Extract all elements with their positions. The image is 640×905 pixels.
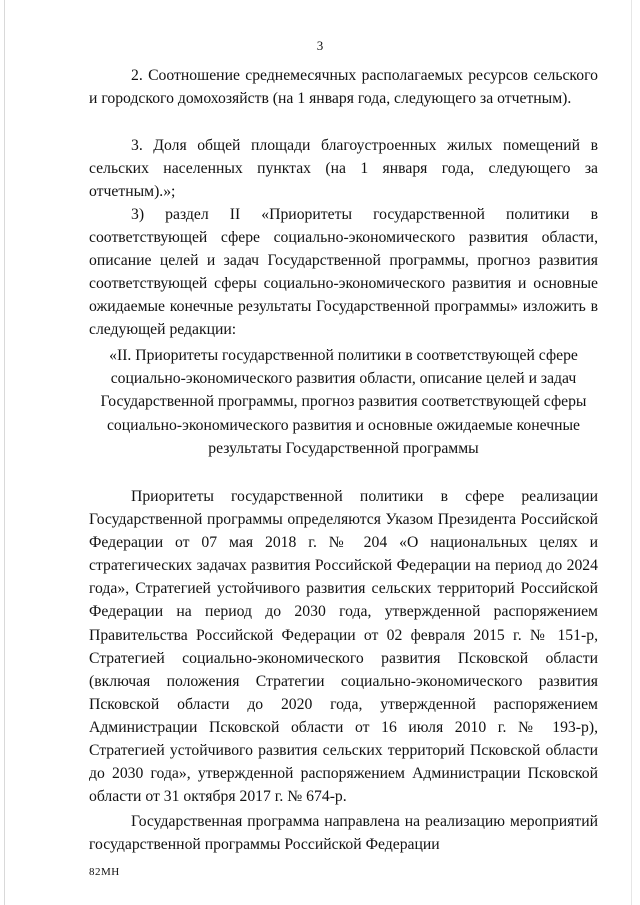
paragraph-amendment-3: 3) раздел II «Приоритеты государственной политики в соответствующей сфере социально-экономического развития области, описание целей и задач Государственной программы, прогноз развития соответствующей сферы социально-экономического развития и основные ожидаемые конечные результаты Государственной программы» изложить в следующей редакции:	[89, 206, 598, 339]
paragraph-priorities: Приоритеты государственной политики в сфере реализации Государственной программы определяются Указом Президента Российской Федерации от 07 мая 2018 г. № 204 «О национальных целях и стратегических задачах развития Российской Федерации на период до 2024 года», Стратегией устойчивого развития сельских территорий Российской Федерации на период до 2030 года, утвержденной распоряжением Правительства Российской Федерации от 02 февраля 2015 г. № 151-р, Стратегией социально-экономического развития Псковской области (включая положения Стратегии социально-экономического развития Псковской области до 2020 года, утвержденной распоряжением Администрации Псковской области от 16 июля 2010 г. № 193-р), Стратегией устойчивого развития сельских территорий Псковской области до 2030 года», утвержденной распоряжением Администрации Псковской области от 31 октября 2017 г. № 674-р.	[89, 488, 598, 806]
paragraph-item-2: 2. Соотношение среднемесячных располагаемых ресурсов сельского и городского домохозяйств (на 1 января года, следующего за отчетным).	[89, 67, 598, 108]
paragraph-item-3: 3. Доля общей площади благоустроенных жилых помещений в сельских населенных пунктах (на 1 января года, следующего за отчетным).»;	[89, 137, 598, 201]
section-heading: «II. Приоритеты государственной политики в соответствующей сфере социально-экономического развития области, описание целей и задач Государственной программы, прогноз развития соответствующей сферы социально-экономического развития и основные ожидаемые конечные результаты Государственной программы	[100, 347, 587, 457]
scan-edge-left	[4, 0, 5, 905]
paragraph-program-direction: Государственная программа направлена на реализацию мероприятий государственной программы Российской Федерации	[89, 813, 598, 854]
footer-code: 82МН	[89, 866, 120, 878]
scan-edge-right	[631, 0, 632, 905]
page-number: 3	[316, 38, 324, 53]
